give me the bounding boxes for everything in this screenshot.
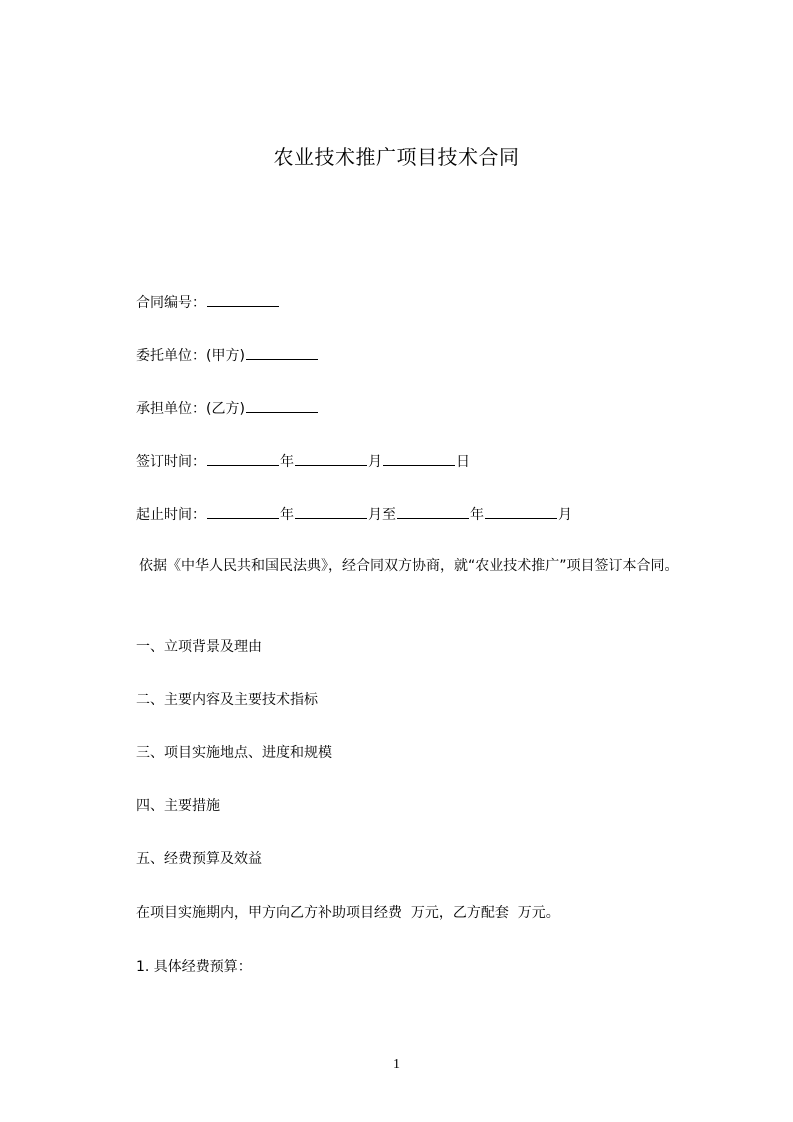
client-label: 委托单位：(甲方)	[136, 348, 245, 364]
signing-year-blank[interactable]	[207, 450, 279, 466]
signing-time-label: 签订时间：	[136, 454, 206, 470]
signing-time-line	[136, 450, 470, 472]
signing-month-unit: 月	[368, 454, 382, 470]
signing-day-blank[interactable]	[383, 450, 455, 466]
intro-paragraph	[107, 552, 707, 581]
client-line	[136, 344, 319, 366]
contract-number-label: 合同编号：	[136, 295, 206, 311]
page-number: 1	[393, 1057, 400, 1072]
client-blank[interactable]	[246, 344, 318, 360]
contractor-blank[interactable]	[246, 397, 318, 413]
signing-year-unit: 年	[280, 454, 294, 470]
contract-number-line	[136, 291, 280, 313]
contractor-line	[136, 397, 319, 419]
period-line	[136, 503, 572, 525]
start-year-blank[interactable]	[207, 503, 279, 519]
start-month-unit: 月至	[368, 507, 396, 523]
section-heading: 一、立项背景及理由	[136, 639, 262, 655]
end-month-unit: 月	[558, 507, 572, 523]
end-month-blank[interactable]	[485, 503, 557, 519]
section-heading: 二、主要内容及主要技术指标	[136, 692, 318, 708]
period-label: 起止时间：	[136, 507, 206, 523]
start-year-unit: 年	[280, 507, 294, 523]
section-heading: 四、主要措施	[136, 798, 220, 814]
section-heading: 三、项目实施地点、进度和规模	[136, 745, 332, 761]
signing-day-unit: 日	[456, 454, 470, 470]
intro-text: 依据《中华人民共和国民法典》，经合同双方协商，就“农业技术推广”项目签订本合同。	[139, 558, 679, 574]
section-heading: 五、经费预算及效益	[136, 851, 262, 867]
contractor-label: 承担单位：(乙方)	[136, 401, 245, 417]
end-year-blank[interactable]	[397, 503, 469, 519]
funding-sentence: 在项目实施期内，甲方向乙方补助项目经费 万元，乙方配套 万元。	[136, 905, 560, 921]
start-month-blank[interactable]	[295, 503, 367, 519]
signing-month-blank[interactable]	[295, 450, 367, 466]
document-title: 农业技术推广项目技术合同	[273, 145, 520, 169]
end-year-unit: 年	[470, 507, 484, 523]
budget-item: 1. 具体经费预算：	[136, 959, 252, 975]
contract-number-blank[interactable]	[207, 291, 279, 307]
